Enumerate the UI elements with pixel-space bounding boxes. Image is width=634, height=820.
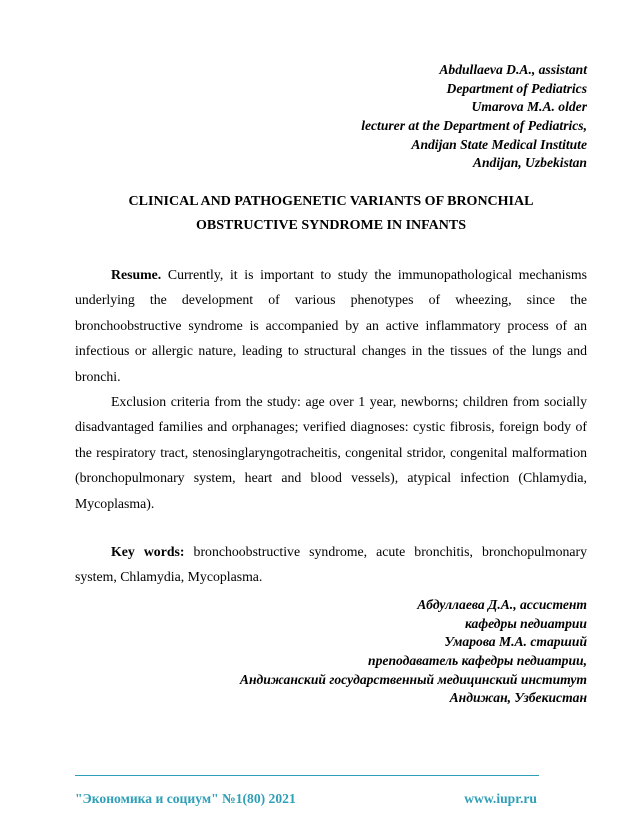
affiliation-line: Андижан, Узбекистан bbox=[449, 690, 587, 706]
keywords-paragraph bbox=[75, 539, 587, 590]
affiliation-line: Department of Pediatrics bbox=[446, 80, 587, 96]
resume-text: Currently, it is important to study the immunopathological mechanisms underlying the development of various phenotypes of wheezing, since the bronchoobstructive syndrome is accompanied by an active inflammatory process of an infectious or allergic nature, leading to structural changes in the tissues of the lungs and bronchi. bbox=[75, 267, 587, 384]
affiliation-line: Andijan, Uzbekistan bbox=[472, 155, 587, 171]
affiliation-line: Абдуллаева Д.А., ассистент bbox=[417, 597, 587, 612]
keywords-label: Key words: bbox=[111, 544, 185, 559]
exclusion-text: Exclusion criteria from the study: age over 1 year, newborns; children from socially disadvantaged families and orphanages; verified diagnoses: cystic fibrosis, foreign body of the respiratory tract, stenosinglaryngotracheitis, congenital stridor, congenital malformation (bronchopulmonary system, heart and blood vessels), atypical infection (Chlamydia, Mycoplasma). bbox=[75, 394, 587, 511]
affiliation-line: Umarova M.A. older bbox=[471, 99, 587, 115]
paper-title bbox=[75, 190, 587, 238]
title-line: OBSTRUCTIVE SYNDROME IN INFANTS bbox=[195, 218, 467, 233]
affiliation-line: lecturer at the Department of Pediatrics, bbox=[361, 118, 587, 134]
affiliation-line: Abdullaeva D.A., assistant bbox=[439, 62, 587, 77]
affiliation-line: преподаватель кафедры педиатрии, bbox=[368, 653, 587, 669]
affiliation-line: Умарова М.А. старший bbox=[444, 634, 587, 650]
footer-journal: "Экономика и социум" №1(80) 2021 bbox=[75, 791, 296, 806]
footer-divider bbox=[75, 775, 539, 776]
affiliation-line: Андижанский государственный медицинский институт bbox=[239, 671, 587, 687]
title-line: CLINICAL AND PATHOGENETIC VARIANTS OF BRONCHIAL bbox=[128, 194, 534, 209]
footer-url[interactable]: www.iupr.ru bbox=[464, 791, 537, 806]
keywords-text: bronchoobstructive syndrome, acute bronchitis, bronchopulmonary system, Chlamydia, Mycoplasma. bbox=[75, 544, 588, 585]
resume-label: Resume. bbox=[111, 267, 162, 282]
resume-paragraph bbox=[75, 262, 587, 389]
author-affiliation-ru bbox=[240, 596, 587, 708]
affiliation-line: кафедры педиатрии bbox=[465, 615, 587, 631]
exclusion-paragraph bbox=[75, 389, 587, 516]
affiliation-line: Andijan State Medical Institute bbox=[411, 136, 587, 152]
author-affiliation-en bbox=[361, 61, 587, 173]
